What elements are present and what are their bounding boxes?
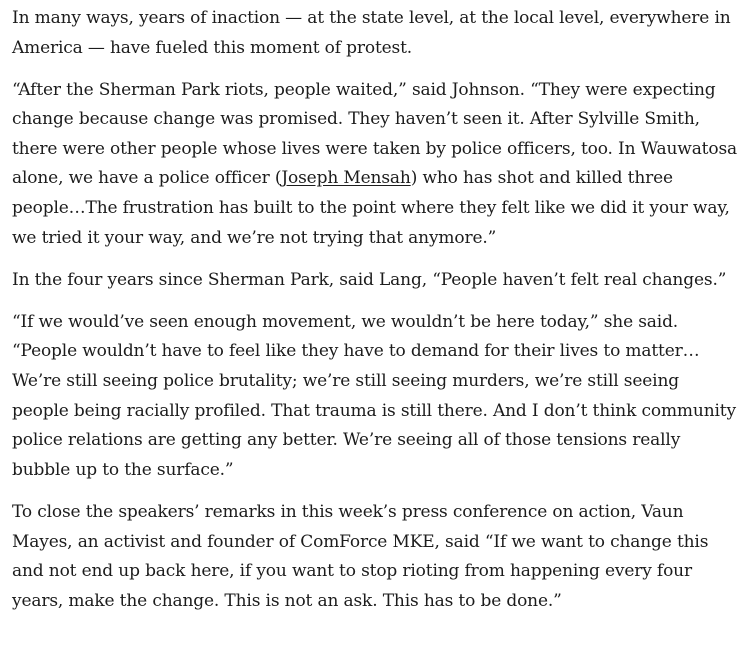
paragraph-4: “If we would’ve seen enough movement, we wouldn’t be here today,” she said. “People wouldn’t have to feel like they have to demand for their lives to matter…We’re still seeing police brutality; we’re still seeing murders, we’re still seeing people being racially profiled. That trauma is still there. And I don’t think community police relations are getting any better. We’re seeing all of those tensions really bubble up to the surface.” [12,311,736,480]
joseph-mensah-link[interactable]: Joseph Mensah [281,168,411,189]
paragraph-2-text-before: “After the Sherman Park riots, people waited,” said Johnson. “They were expecting change because change was promised. They haven’t seen it. After Sylville Smith, there were other people whose lives were taken by police officers, too. In Wauwatosa alone, we have a police officer ( [12,79,738,189]
paragraph-5: To close the speakers’ remarks in this week’s press conference on action, Vaun Mayes, an activist and founder of ComForce MKE, said “If we want to change this and not end up back here, if you want to stop rioting from happening every four years, make the change. This is not an ask. This has to be done.” [12,501,709,611]
paragraph-2-text-after: ) who has shot and killed three people…The frustration has built to the point where they felt like we did it your way, we tried it your way, and we’re not trying that anymore.” [12,168,730,248]
paragraph-2 [12,76,738,254]
paragraph-1: In many ways, years of inaction — at the state level, at the local level, everywhere in America — have fueled this moment of protest. [12,8,731,58]
paragraph-3: In the four years since Sherman Park, said Lang, “People haven’t felt real changes.” [12,269,727,290]
